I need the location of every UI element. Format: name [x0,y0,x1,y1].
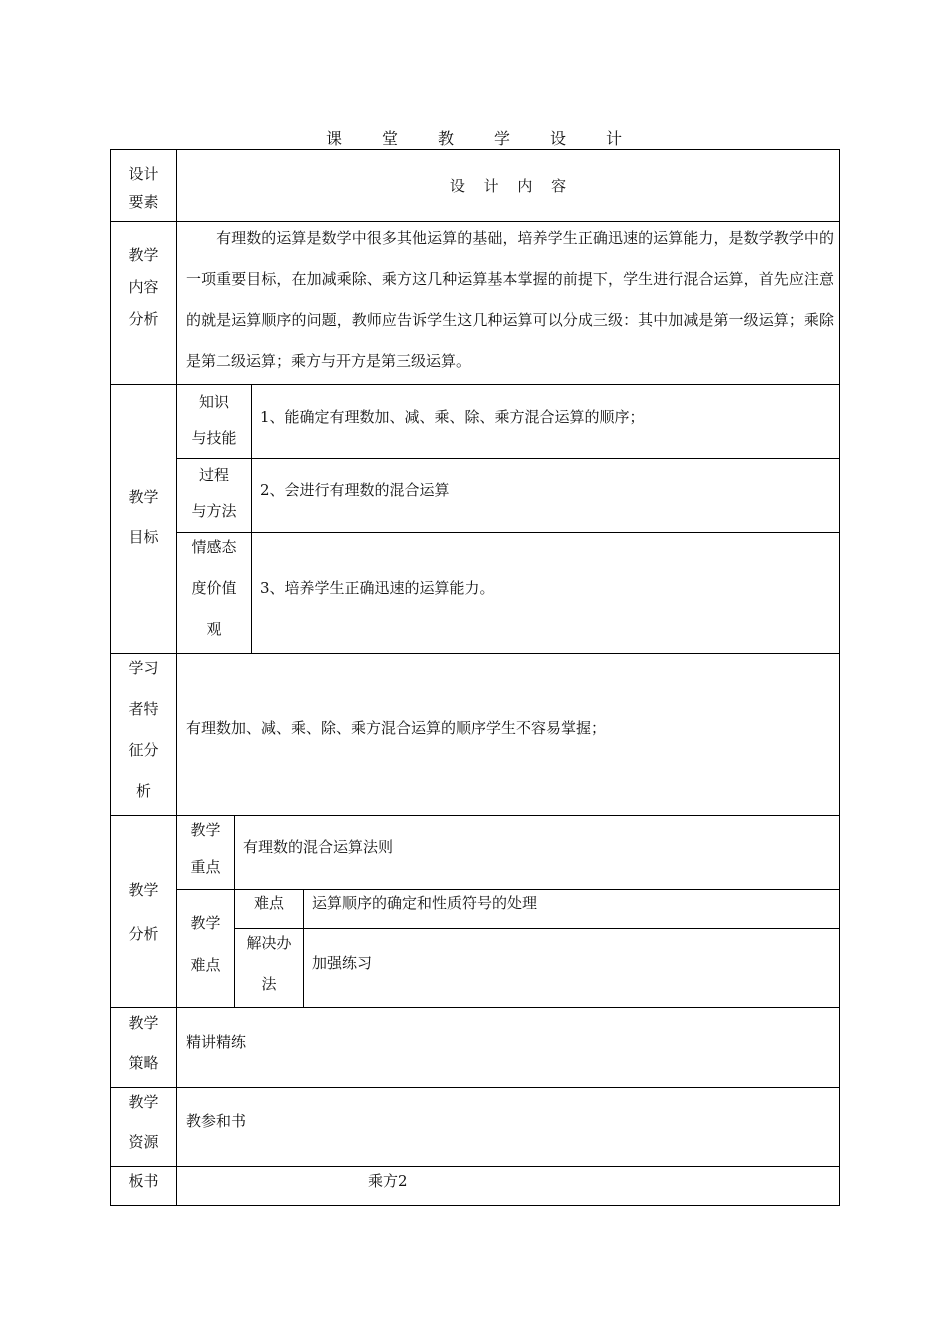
page-title: 课 堂 教 学 设 计 [325,129,625,148]
solution-text: 加强练习 [312,954,373,972]
objective-knowledge-label: 知识 与技能 [191,393,237,447]
objectives-label: 教学 目标 [128,488,159,546]
label-column-divider [176,149,177,1206]
row-line [110,1007,840,1008]
row-line [234,928,840,929]
row-line [176,458,840,459]
learner-label: 学习 者特 征分 析 [128,659,159,800]
header-content-label: 设 计 内 容 [449,177,567,195]
content-analysis-text: 有理数的运算是数学中很多其他运算的基础，培养学生正确迅速的运算能力，是数学教学中的一项重要目标，在加减乘除、乘方这几种运算基本掌握的前提下，学生进行混合运算，首先应注意的就是运算顺序的问题，教师应告诉学生这几种运算可以分成三级：其中加减是第一级运算；乘除是第二级运算；乘方与开方是第三级运算。 [186,229,834,370]
difficulty-label: 教学 难点 [190,914,221,974]
board-label: 板书 [128,1172,159,1190]
objective-attitude-text: 3、培养学生正确迅速的运算能力。 [260,579,495,597]
solution-label: 解决办 法 [246,934,292,993]
objectives-divider [251,384,252,654]
row-line [110,1087,840,1088]
difficulty-point-label: 难点 [253,894,284,912]
objective-attitude-label: 情感态 度价值 观 [191,538,237,638]
row-line [110,653,840,654]
key-point-label: 教学 重点 [190,821,221,876]
analysis-label: 教学 分析 [128,881,159,943]
row-line [110,149,840,150]
table-border-right [839,149,840,1206]
board-text: 乘方2 [368,1172,408,1190]
objective-process-text: 2、会进行有理数的混合运算 [260,481,450,499]
difficulty-divider [303,889,304,1008]
resources-text: 教参和书 [186,1112,247,1130]
strategy-label: 教学 策略 [128,1014,159,1072]
objective-process-label: 过程 与方法 [191,466,237,520]
row-line [176,532,840,533]
row-line [110,1166,840,1167]
key-point-text: 有理数的混合运算法则 [243,838,394,856]
strategy-text: 精讲精练 [186,1033,247,1051]
learner-text: 有理数加、减、乘、除、乘方混合运算的顺序学生不容易掌握； [186,719,607,737]
header-element-label: 设计 要素 [128,165,159,211]
resources-label: 教学 资源 [128,1093,159,1151]
difficulty-point-text: 运算顺序的确定和性质符号的处理 [312,894,538,912]
row-line [110,1205,840,1206]
objective-knowledge-text: 1、能确定有理数加、减、乘、除、乘方混合运算的顺序； [260,408,645,426]
content-analysis-label: 教学 内容 分析 [128,246,159,328]
